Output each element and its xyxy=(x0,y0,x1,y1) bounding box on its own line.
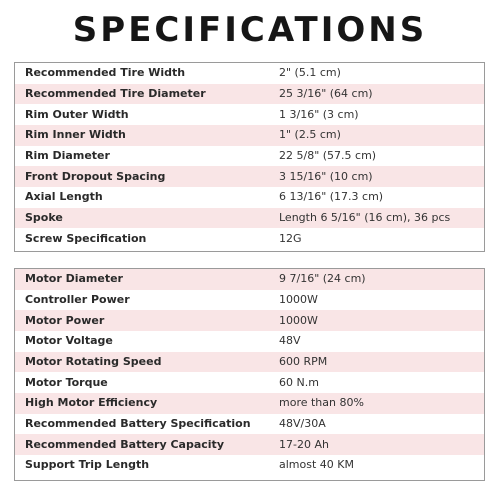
table-row xyxy=(15,455,484,476)
spec-value: almost 40 KM xyxy=(279,458,354,472)
table-row xyxy=(15,372,484,393)
spec-label: Rim Inner Width xyxy=(25,128,126,142)
table-row xyxy=(15,331,484,352)
spec-value: 17-20 Ah xyxy=(279,437,329,451)
spec-label: Front Dropout Spacing xyxy=(25,169,166,183)
table-row xyxy=(15,352,484,373)
spec-value: 48V xyxy=(279,334,301,348)
spec-label: Recommended Battery Specification xyxy=(25,416,251,430)
spec-value: 12G xyxy=(279,231,302,245)
spec-value: more than 80% xyxy=(279,396,364,410)
spec-label: Rim Diameter xyxy=(25,148,110,162)
spec-label: Motor Power xyxy=(25,313,105,327)
spec-label: Motor Voltage xyxy=(25,334,113,348)
table-row xyxy=(15,414,484,435)
spec-label: Screw Specification xyxy=(25,231,147,245)
spec-label: Rim Outer Width xyxy=(25,107,129,121)
spec-label: High Motor Efficiency xyxy=(25,396,158,410)
table-row xyxy=(15,146,484,167)
spec-value: 2" (5.1 cm) xyxy=(279,66,341,80)
spec-label: Axial Length xyxy=(25,190,103,204)
page-title: SPECIFICATIONS xyxy=(72,10,428,50)
spec-value: 1000W xyxy=(279,292,318,306)
table-row xyxy=(15,208,484,229)
spec-value: 1" (2.5 cm) xyxy=(279,128,341,142)
spec-value: 48V/30A xyxy=(279,416,326,430)
table-row xyxy=(15,125,484,146)
spec-value: 1000W xyxy=(279,313,318,327)
spec-value: 600 RPM xyxy=(279,354,328,368)
table-row xyxy=(15,166,484,187)
table-row xyxy=(15,84,484,105)
spec-value: 22 5/8" (57.5 cm) xyxy=(279,148,377,162)
table-row xyxy=(15,310,484,331)
spec-label: Motor Diameter xyxy=(25,272,123,286)
table-row xyxy=(15,187,484,208)
spec-value: 25 3/16" (64 cm) xyxy=(279,86,373,100)
table-row xyxy=(15,63,484,84)
table-row xyxy=(15,290,484,311)
spec-label: Recommended Tire Diameter xyxy=(25,86,206,100)
table-row xyxy=(15,269,484,290)
table-row xyxy=(15,228,484,249)
spec-value: 1 3/16" (3 cm) xyxy=(279,107,359,121)
spec-label: Recommended Tire Width xyxy=(25,66,186,80)
table-row xyxy=(15,104,484,125)
spec-value: 6 13/16" (17.3 cm) xyxy=(279,190,384,204)
motor-spec-table xyxy=(14,268,485,481)
spec-label: Controller Power xyxy=(25,292,130,306)
spec-label: Support Trip Length xyxy=(25,458,150,472)
spec-label: Recommended Battery Capacity xyxy=(25,437,224,451)
wheel-spec-table xyxy=(14,62,485,252)
table-row xyxy=(15,434,484,455)
spec-value: 9 7/16" (24 cm) xyxy=(279,272,366,286)
spec-label: Motor Torque xyxy=(25,375,108,389)
spec-label: Motor Rotating Speed xyxy=(25,354,162,368)
spec-value: 3 15/16" (10 cm) xyxy=(279,169,373,183)
spec-label: Spoke xyxy=(25,210,63,224)
spec-value: Length 6 5/16" (16 cm), 36 pcs xyxy=(279,210,451,224)
table-row xyxy=(15,393,484,414)
spec-value: 60 N.m xyxy=(279,375,319,389)
